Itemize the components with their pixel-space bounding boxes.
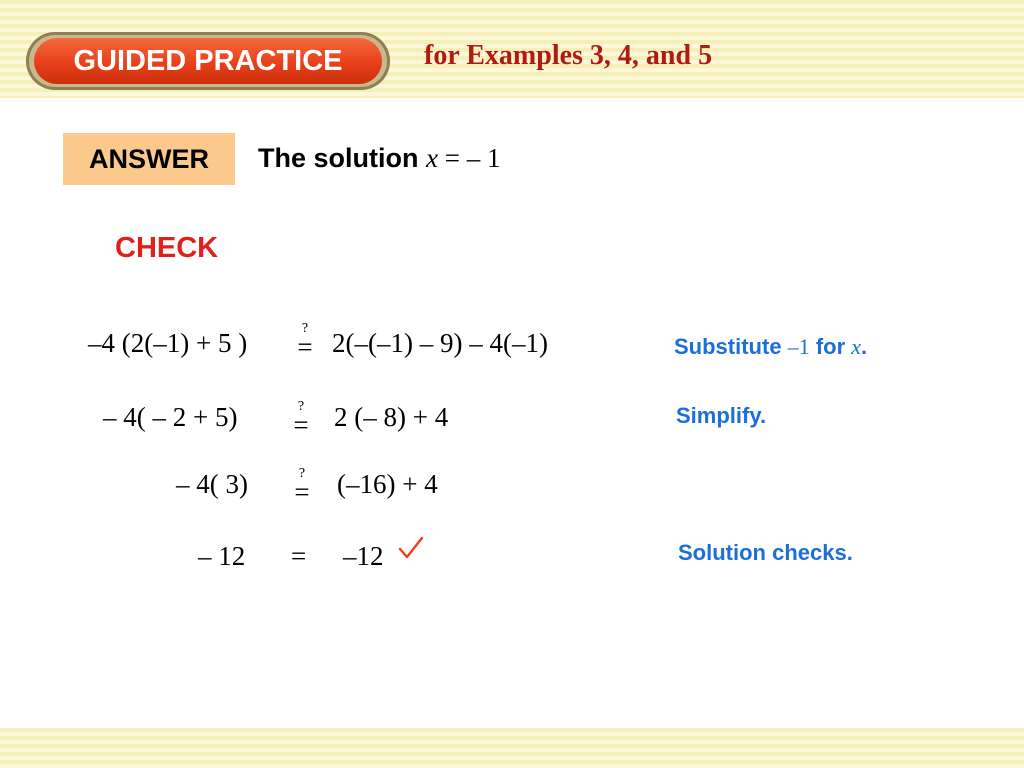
check-line-1-right: 2(–(–1) – 9) – 4(–1) xyxy=(332,328,548,358)
note-simplify: Simplify. xyxy=(676,403,767,428)
check-line-2-left: – 4( – 2 + 5) xyxy=(103,402,238,432)
check-line-3-relation xyxy=(289,467,315,511)
check-icon xyxy=(398,536,424,560)
check-line-4-right: –12 xyxy=(343,541,384,571)
note-substitute-value: –1 xyxy=(787,334,810,359)
solution-value: = – 1 xyxy=(437,143,501,173)
solution-variable: x xyxy=(426,143,438,173)
equals-sign: = xyxy=(294,477,310,507)
note-solution-checks: Solution checks. xyxy=(678,540,853,565)
check-line-3-right: (–16) + 4 xyxy=(337,469,438,499)
equals-sign: = xyxy=(293,410,309,440)
check-line-1-left: –4 (2(–1) + 5 ) xyxy=(88,328,248,358)
question-mark: ? xyxy=(301,321,309,336)
check-line-2-right: 2 (– 8) + 4 xyxy=(334,402,449,432)
check-heading: CHECK xyxy=(115,232,219,264)
note-substitute-prefix: Substitute xyxy=(674,334,782,359)
solution-prefix: The solution xyxy=(258,143,419,173)
answer-label: ANSWER xyxy=(89,144,209,174)
check-line-2-relation xyxy=(288,400,314,444)
note-substitute-variable: x xyxy=(851,334,862,359)
equals-sign: = xyxy=(297,332,313,362)
footer-band xyxy=(0,728,1024,768)
question-mark: ? xyxy=(298,466,306,481)
solution-statement xyxy=(258,143,500,174)
examples-subtitle: for Examples 3, 4, and 5 xyxy=(424,40,713,71)
note-substitute-mid: for xyxy=(815,334,846,359)
check-line-4-left: – 12 xyxy=(198,541,246,571)
note-substitute xyxy=(674,334,867,360)
question-mark: ? xyxy=(297,399,305,414)
check-line-3-left: – 4( 3) xyxy=(176,469,248,499)
check-line-1-relation xyxy=(292,322,318,366)
check-line-4-relation: = xyxy=(291,541,307,571)
guided-practice-label: GUIDED PRACTICE xyxy=(73,45,343,77)
note-substitute-end: . xyxy=(861,334,868,359)
